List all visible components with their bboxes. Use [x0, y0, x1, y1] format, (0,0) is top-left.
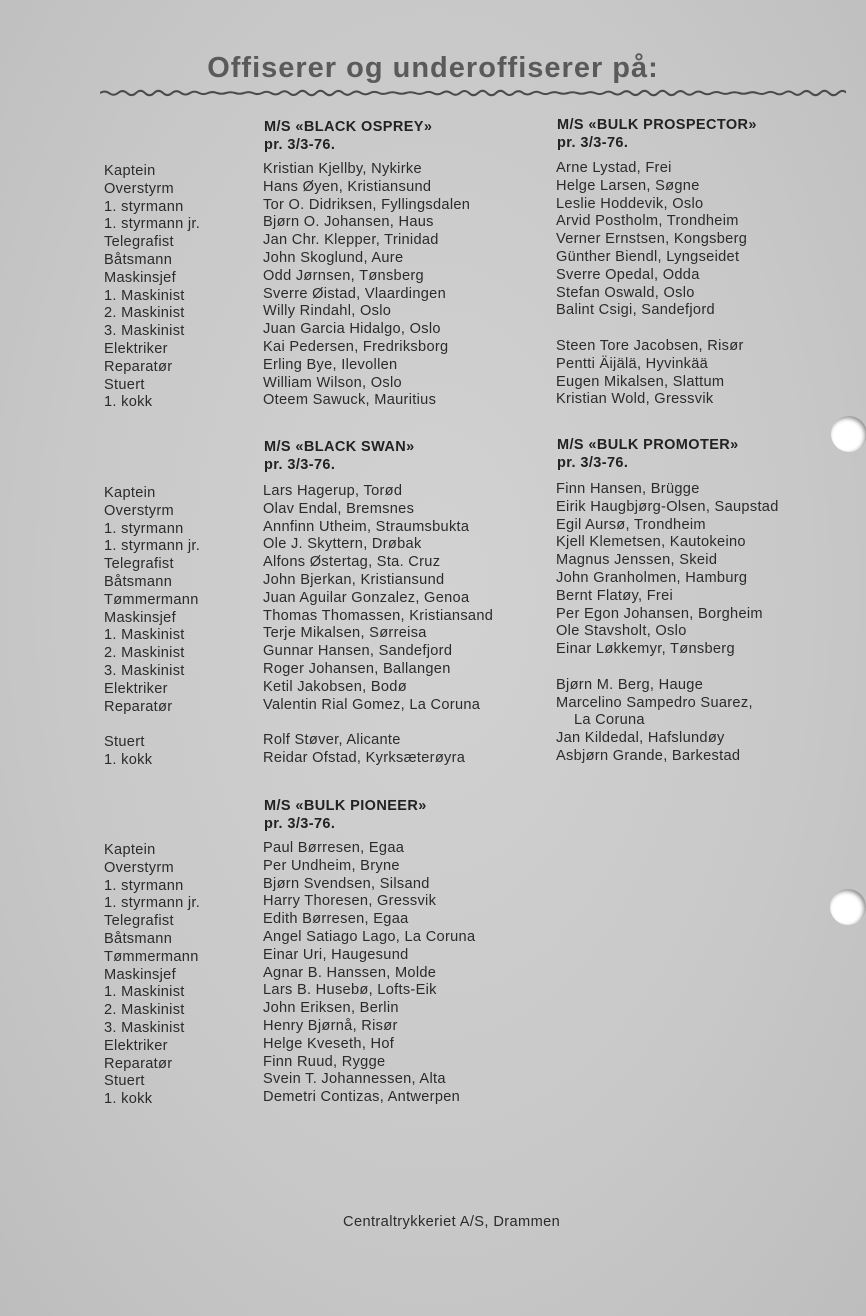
crew-entry: Lars B. Husebø, Lofts-Eik — [263, 982, 437, 999]
crew-entry: Angel Satiago Lago, La Coruna — [263, 928, 476, 945]
punch-hole — [831, 416, 866, 452]
punch-hole — [830, 889, 866, 925]
rank-label: 1. styrmann jr. — [104, 216, 201, 233]
crew-entry: Bjørn M. Berg, Hauge — [556, 676, 704, 693]
rank-label: Tømmermann — [104, 948, 199, 965]
crew-entry: Oteem Sawuck, Mauritius — [263, 392, 437, 409]
crew-entry: Finn Hansen, Brügge — [556, 481, 700, 497]
list-spacer — [263, 714, 493, 732]
rank-label: 1. Maskinist — [104, 627, 185, 644]
crew-entry: John Eriksen, Berlin — [263, 1000, 399, 1017]
rank-label: 1. Maskinist — [104, 287, 185, 304]
rank-label: Elektriker — [104, 340, 168, 357]
ship-name-bulk-pioneer: M/S «BULK PIONEER» — [264, 798, 427, 814]
crew-list-black-osprey — [263, 161, 470, 410]
crew-entry: Gunnar Hansen, Sandefjord — [263, 643, 453, 660]
ship-date-bulk-pioneer: pr. 3/3-76. — [264, 816, 336, 832]
crew-entry: Erling Bye, Ilevollen — [263, 356, 398, 373]
ship-name-black-swan: M/S «BLACK SWAN» — [264, 439, 415, 455]
crew-entry: Juan Aguilar Gonzalez, Genoa — [263, 589, 470, 606]
crew-entry: Sverre Opedal, Odda — [556, 266, 700, 283]
rank-label: 2. Maskinist — [104, 305, 185, 322]
ship-name-bulk-promoter: M/S «BULK PROMOTER» — [557, 437, 739, 453]
rank-label: 1. kokk — [104, 1091, 153, 1108]
rank-label: Telegrafist — [104, 234, 174, 251]
crew-entry: Helge Kveseth, Hof — [263, 1035, 395, 1052]
crew-entry: Valentin Rial Gomez, La Coruna — [263, 696, 481, 713]
crew-entry: Henry Bjørnå, Risør — [263, 1017, 398, 1034]
crew-entry: Willy Rindahl, Oslo — [263, 303, 392, 320]
crew-entry: Steen Tore Jacobsen, Risør — [556, 337, 744, 354]
rank-label: Reparatør — [104, 1055, 173, 1072]
crew-entry: Per Undheim, Bryne — [263, 857, 400, 874]
rank-label: Elektriker — [104, 680, 168, 697]
rank-label: 3. Maskinist — [104, 1019, 185, 1036]
crew-entry: Roger Johansen, Ballangen — [263, 660, 451, 677]
crew-entry: Kristian Kjellby, Nykirke — [263, 161, 422, 177]
crew-entry: Ketil Jakobsen, Bodø — [263, 678, 407, 695]
ship-name-black-osprey: M/S «BLACK OSPREY» — [264, 119, 433, 135]
rank-label: Båtsmann — [104, 573, 173, 590]
crew-entry: Egil Aursø, Trondheim — [556, 516, 706, 533]
crew-entry: Jan Chr. Klepper, Trinidad — [263, 232, 439, 249]
crew-entry: Rolf Støver, Alicante — [263, 732, 401, 749]
rank-label: Kaptein — [104, 485, 156, 501]
rank-list-black-swan — [104, 485, 200, 770]
rank-label: 3. Maskinist — [104, 662, 185, 679]
rank-label: 2. Maskinist — [104, 645, 185, 662]
rank-label: Elektriker — [104, 1037, 168, 1054]
ship-date-bulk-prospector: pr. 3/3-76. — [557, 135, 629, 151]
rank-label: Overstyrm — [104, 859, 174, 876]
list-spacer — [104, 716, 200, 734]
rank-list-bulk-pioneer — [104, 842, 200, 1109]
rank-label: Overstyrm — [104, 180, 174, 197]
crew-entry: Marcelino Sampedro Suarez, — [556, 694, 753, 711]
crew-list-bulk-prospector — [556, 160, 747, 409]
ship-date-bulk-promoter: pr. 3/3-76. — [557, 455, 629, 471]
rank-label: Kaptein — [104, 842, 156, 858]
crew-entry: Hans Øyen, Kristiansund — [263, 178, 432, 195]
crew-entry: Arne Lystad, Frei — [556, 160, 672, 176]
crew-entry: Per Egon Johansen, Borgheim — [556, 605, 763, 622]
crew-entry: Arvid Postholm, Trondheim — [556, 213, 739, 230]
crew-entry: Eugen Mikalsen, Slattum — [556, 373, 725, 390]
wavy-divider — [100, 86, 846, 100]
crew-entry: Sverre Øistad, Vlaardingen — [263, 285, 447, 302]
crew-entry: Leslie Hoddevik, Oslo — [556, 195, 704, 212]
crew-list-bulk-pioneer — [263, 840, 475, 1107]
crew-entry: Ole Stavsholt, Oslo — [556, 623, 687, 640]
crew-entry: John Granholmen, Hamburg — [556, 569, 748, 586]
crew-entry: Alfons Østertag, Sta. Cruz — [263, 554, 441, 571]
rank-label: 1. styrmann jr. — [104, 538, 201, 555]
crew-entry: Svein T. Johannessen, Alta — [263, 1071, 446, 1088]
crew-entry: Pentti Äijälä, Hyvinkää — [556, 355, 709, 372]
rank-label: Maskinsjef — [104, 966, 176, 983]
crew-entry: Lars Hagerup, Torød — [263, 483, 403, 499]
rank-label: Stuert — [104, 376, 145, 393]
rank-label: Kaptein — [104, 163, 156, 179]
rank-label: Båtsmann — [104, 930, 173, 947]
rank-label: 1. styrmann — [104, 198, 184, 215]
rank-label: 1. Maskinist — [104, 984, 185, 1001]
rank-label: Båtsmann — [104, 251, 173, 268]
crew-entry: Günther Biendl, Lyngseidet — [556, 248, 740, 265]
rank-label: Maskinsjef — [104, 609, 176, 626]
rank-label: 3. Maskinist — [104, 323, 185, 340]
crew-entry: Annfinn Utheim, Straumsbukta — [263, 518, 470, 535]
crew-entry: Odd Jørnsen, Tønsberg — [263, 267, 424, 284]
rank-label: Reparatør — [104, 698, 173, 715]
crew-entry: Bjørn O. Johansen, Haus — [263, 214, 434, 231]
page-title: Offiserer og underoffiserer på: — [207, 52, 659, 84]
crew-entry: Juan Garcia Hidalgo, Oslo — [263, 321, 441, 338]
crew-entry: Finn Ruud, Rygge — [263, 1053, 386, 1070]
printer-footer: Centraltrykkeriet A/S, Drammen — [343, 1214, 561, 1230]
ship-name-bulk-prospector: M/S «BULK PROSPECTOR» — [557, 117, 757, 133]
rank-label: Stuert — [104, 1073, 145, 1090]
crew-entry: Edith Børresen, Egaa — [263, 911, 409, 928]
rank-label: 1. styrmann — [104, 877, 184, 894]
crew-entry: Olav Endal, Bremsnes — [263, 500, 415, 517]
rank-label: 1. kokk — [104, 751, 153, 768]
crew-entry: Magnus Jenssen, Skeid — [556, 552, 718, 569]
list-spacer — [556, 320, 747, 338]
crew-entry: John Bjerkan, Kristiansund — [263, 571, 445, 588]
crew-entry: Balint Csigi, Sandefjord — [556, 302, 715, 319]
crew-entry: Bernt Flatøy, Frei — [556, 587, 674, 604]
crew-entry: Kjell Klemetsen, Kautokeino — [556, 534, 746, 551]
crew-entry: Einar Løkkemyr, Tønsberg — [556, 641, 735, 658]
crew-entry: William Wilson, Oslo — [263, 374, 402, 391]
rank-label: Reparatør — [104, 358, 173, 375]
rank-list-black-osprey — [104, 163, 200, 412]
crew-entry: Paul Børresen, Egaa — [263, 840, 405, 856]
rank-label: 2. Maskinist — [104, 1002, 185, 1019]
crew-entry: Helge Larsen, Søgne — [556, 177, 700, 194]
rank-label: Overstyrm — [104, 502, 174, 519]
rank-label: Tømmermann — [104, 591, 199, 608]
crew-entry: Jan Kildedal, Hafslundøy — [556, 730, 725, 747]
crew-entry: Bjørn Svendsen, Silsand — [263, 875, 430, 892]
rank-label: Telegrafist — [104, 913, 174, 930]
crew-entry: Harry Thoresen, Gressvik — [263, 893, 437, 910]
crew-entry: Eirik Haugbjørg-Olsen, Saupstad — [556, 498, 779, 515]
crew-entry: Asbjørn Grande, Barkestad — [556, 747, 741, 764]
crew-entry: Agnar B. Hanssen, Molde — [263, 964, 437, 981]
crew-entry: Kristian Wold, Gressvik — [556, 391, 714, 408]
rank-label: Maskinsjef — [104, 269, 176, 286]
crew-entry: Thomas Thomassen, Kristiansand — [263, 607, 494, 624]
list-spacer — [556, 659, 779, 677]
ship-date-black-osprey: pr. 3/3-76. — [264, 137, 336, 153]
crew-entry: John Skoglund, Aure — [263, 249, 404, 266]
crew-entry: Ole J. Skyttern, Drøbak — [263, 536, 422, 553]
crew-entry: Demetri Contizas, Antwerpen — [263, 1089, 461, 1106]
crew-entry: Tor O. Didriksen, Fyllingsdalen — [263, 196, 471, 213]
crew-entry: Kai Pedersen, Fredriksborg — [263, 338, 449, 355]
crew-list-black-swan — [263, 483, 493, 768]
ship-date-black-swan: pr. 3/3-76. — [264, 457, 336, 473]
crew-entry: Reidar Ofstad, Kyrksæterøyra — [263, 749, 466, 766]
crew-entry: Verner Ernstsen, Kongsberg — [556, 231, 748, 248]
crew-list-bulk-promoter — [556, 481, 779, 766]
rank-label: Telegrafist — [104, 556, 174, 573]
rank-label: Stuert — [104, 734, 145, 751]
crew-entry: Stefan Oswald, Oslo — [556, 284, 695, 301]
rank-label: 1. kokk — [104, 394, 153, 411]
crew-entry: Einar Uri, Haugesund — [263, 946, 409, 963]
crew-entry: La Coruna — [574, 712, 645, 729]
rank-label: 1. styrmann jr. — [104, 895, 201, 912]
rank-label: 1. styrmann — [104, 520, 184, 537]
crew-entry: Terje Mikalsen, Sørreisa — [263, 625, 427, 642]
